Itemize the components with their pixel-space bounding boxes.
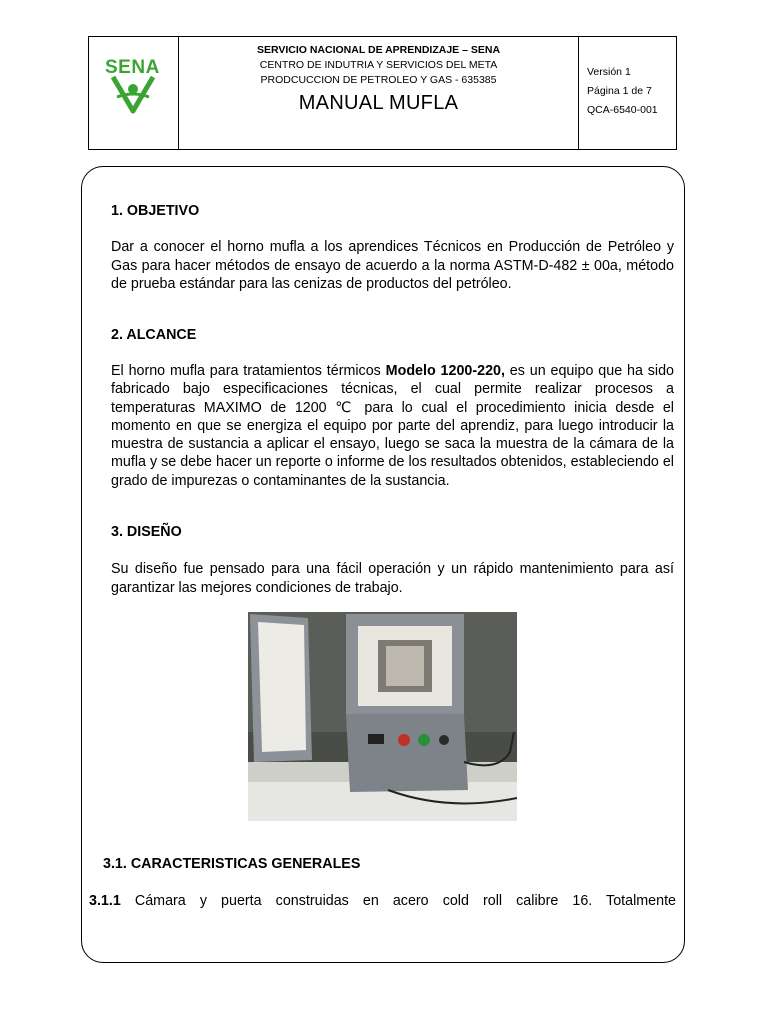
paragraph-caracteristicas — [89, 892, 676, 911]
center-name: CENTRO DE INDUTRIA Y SERVICIOS DEL META — [259, 59, 498, 71]
sena-logo-icon — [105, 75, 161, 115]
alcance-text-post: es un equipo que ha sido fabricado bajo especificaciones técnicas, el cual permite realizar procesos a temperaturas MAXIMO de 1200 ℃ para lo cual el procedimiento inicia desde el momento en que se energiza el equipo por parte del aprendiz, para luego introducir la muestra de sustancia a aplicar el ensayo, luego se saca la muestra de la cámara de la mufla y se debe hacer un reporte o informe de los resultados obtenidos, estableciendo el grado de impurezas o contaminantes de la sustancia. — [111, 363, 674, 489]
item-text: Cámara y puerta construidas en acero cold roll calibre 16. Totalmente — [120, 893, 676, 909]
document-code: QCA-6540-001 — [587, 104, 658, 116]
sena-logo-text: SENA — [105, 57, 160, 78]
document-header — [88, 36, 677, 150]
paragraph-objetivo: Dar a conocer el horno mufla a los aprendices Técnicos en Producción de Petróleo y Gas para hacer métodos de ensayo de acuerdo a la norma ASTM-D-482 ± 00a, método de prueba estándar para las cenizas de productos del petróleo. — [111, 239, 674, 293]
section-heading-alcance: 2. ALCANCE — [111, 327, 197, 343]
section-heading-diseno: 3. DISEÑO — [111, 524, 182, 540]
document-title: MANUAL MUFLA — [298, 92, 459, 114]
version-label: Versión 1 — [587, 66, 631, 78]
title-cell — [179, 37, 579, 149]
program-name: PRODCUCCION DE PETROLEO Y GAS - 635385 — [260, 74, 497, 86]
section-heading-objetivo: 1. OBJETIVO — [111, 203, 200, 219]
logo-cell — [89, 37, 179, 149]
org-name: SERVICIO NACIONAL DE APRENDIZAJE – SENA — [256, 44, 501, 56]
muffle-furnace-photo — [248, 612, 517, 821]
paragraph-diseno: Su diseño fue pensado para una fácil operación y un rápido mantenimiento para así garantizar las mejores condiciones de trabajo. — [111, 561, 674, 596]
model-number: Modelo 1200-220, — [385, 363, 505, 379]
info-cell — [579, 37, 676, 149]
item-number: 3.1.1 — [89, 893, 121, 909]
paragraph-alcance — [111, 362, 674, 490]
page-number: Página 1 de 7 — [587, 85, 652, 97]
alcance-text-pre: El horno mufla para tratamientos térmicos — [111, 363, 386, 379]
section-heading-caracteristicas: 3.1. CARACTERISTICAS GENERALES — [103, 856, 361, 872]
